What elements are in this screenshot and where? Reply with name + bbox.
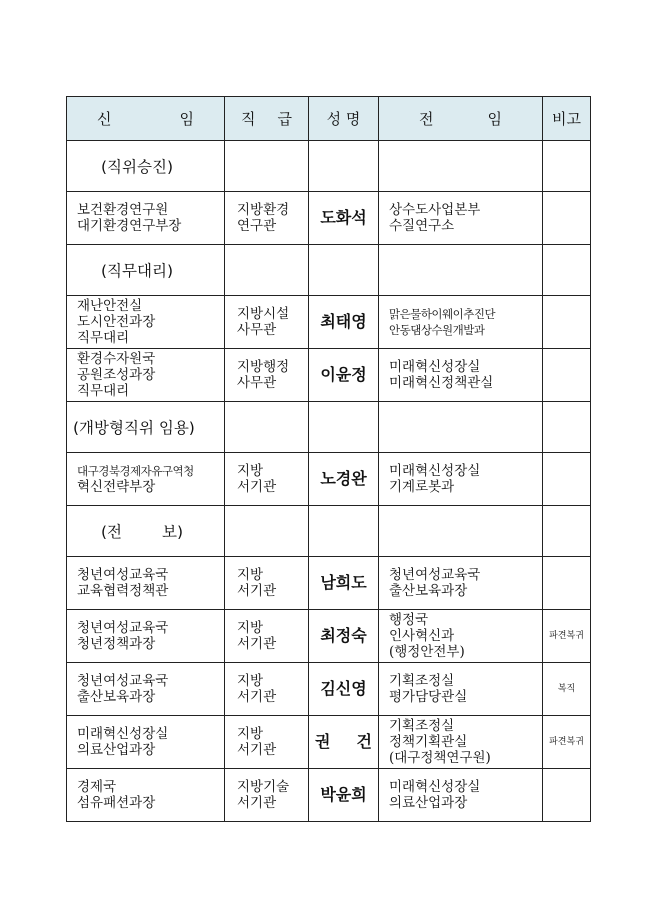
rank: 지방기술 서기관 — [225, 769, 309, 822]
remarks: 파견복귀 — [543, 716, 591, 769]
previous-position: 상수도사업본부 수질연구소 — [379, 192, 543, 245]
remarks — [543, 453, 591, 506]
rank: 지방 서기관 — [225, 716, 309, 769]
person-name: 도화석 — [309, 192, 379, 245]
section-title: (개방형직위 임용) — [67, 402, 225, 453]
new-position: 청년여성교육국 청년정책과장 — [67, 610, 225, 663]
table-row — [67, 610, 591, 663]
person-name: 남희도 — [309, 557, 379, 610]
table-row — [67, 349, 591, 402]
new-position: 청년여성교육국 교육협력정책관 — [67, 557, 225, 610]
previous-position: 미래혁신성장실 기계로봇과 — [379, 453, 543, 506]
table-row — [67, 453, 591, 506]
person-name: 최태영 — [309, 296, 379, 349]
remarks — [543, 349, 591, 402]
new-position: 청년여성교육국 출산보육과장 — [67, 663, 225, 716]
remarks — [543, 296, 591, 349]
remarks: 복직 — [543, 663, 591, 716]
remarks — [543, 192, 591, 245]
remarks — [543, 769, 591, 822]
section-row — [67, 506, 591, 557]
section-row — [67, 141, 591, 192]
rank: 지방 서기관 — [225, 453, 309, 506]
new-position: 미래혁신성장실 의료산업과장 — [67, 716, 225, 769]
previous-position: 미래혁신성장실 미래혁신정책관실 — [379, 349, 543, 402]
table-row — [67, 663, 591, 716]
person-name: 노경완 — [309, 453, 379, 506]
rank: 지방행정 사무관 — [225, 349, 309, 402]
person-name: 최정숙 — [309, 610, 379, 663]
header-previous-position: 전 임 — [379, 97, 543, 141]
new-position: 보건환경연구원 대기환경연구부장 — [67, 192, 225, 245]
remarks: 파견복귀 — [543, 610, 591, 663]
remarks — [543, 557, 591, 610]
header-rank: 직 급 — [225, 97, 309, 141]
personnel-table — [66, 96, 591, 822]
header-row — [67, 97, 591, 141]
person-name: 김신영 — [309, 663, 379, 716]
new-position: 경제국 섬유패션과장 — [67, 769, 225, 822]
previous-position: 기획조정실 정책기획관실 (대구정책연구원) — [379, 716, 543, 769]
table-row — [67, 716, 591, 769]
section-title: (직무대리) — [67, 245, 225, 296]
section-title: (전 보) — [67, 506, 225, 557]
header-remarks: 비고 — [543, 97, 591, 141]
previous-position: 청년여성교육국 출산보육과장 — [379, 557, 543, 610]
rank: 지방 서기관 — [225, 557, 309, 610]
person-name: 박윤희 — [309, 769, 379, 822]
person-name: 권 건 — [309, 716, 379, 769]
section-row — [67, 402, 591, 453]
header-name: 성 명 — [309, 97, 379, 141]
rank: 지방 서기관 — [225, 663, 309, 716]
rank: 지방시설 사무관 — [225, 296, 309, 349]
new-position: 환경수자원국 공원조성과장 직무대리 — [67, 349, 225, 402]
rank: 지방환경 연구관 — [225, 192, 309, 245]
new-position: 대구경북경제자유구역청 혁신전략부장 — [67, 453, 225, 506]
section-row — [67, 245, 591, 296]
previous-position: 행정국 인사혁신과 (행정안전부) — [379, 610, 543, 663]
rank: 지방 서기관 — [225, 610, 309, 663]
table-row — [67, 192, 591, 245]
person-name: 이윤정 — [309, 349, 379, 402]
previous-position: 기획조정실 평가담당관실 — [379, 663, 543, 716]
section-title: (직위승진) — [67, 141, 225, 192]
table-row — [67, 769, 591, 822]
table-row — [67, 557, 591, 610]
header-new-position: 신 임 — [67, 97, 225, 141]
previous-position: 맑은물하이웨이추진단 안동댐상수원개발과 — [379, 296, 543, 349]
table-row — [67, 296, 591, 349]
previous-position: 미래혁신성장실 의료산업과장 — [379, 769, 543, 822]
new-position: 재난안전실 도시안전과장 직무대리 — [67, 296, 225, 349]
